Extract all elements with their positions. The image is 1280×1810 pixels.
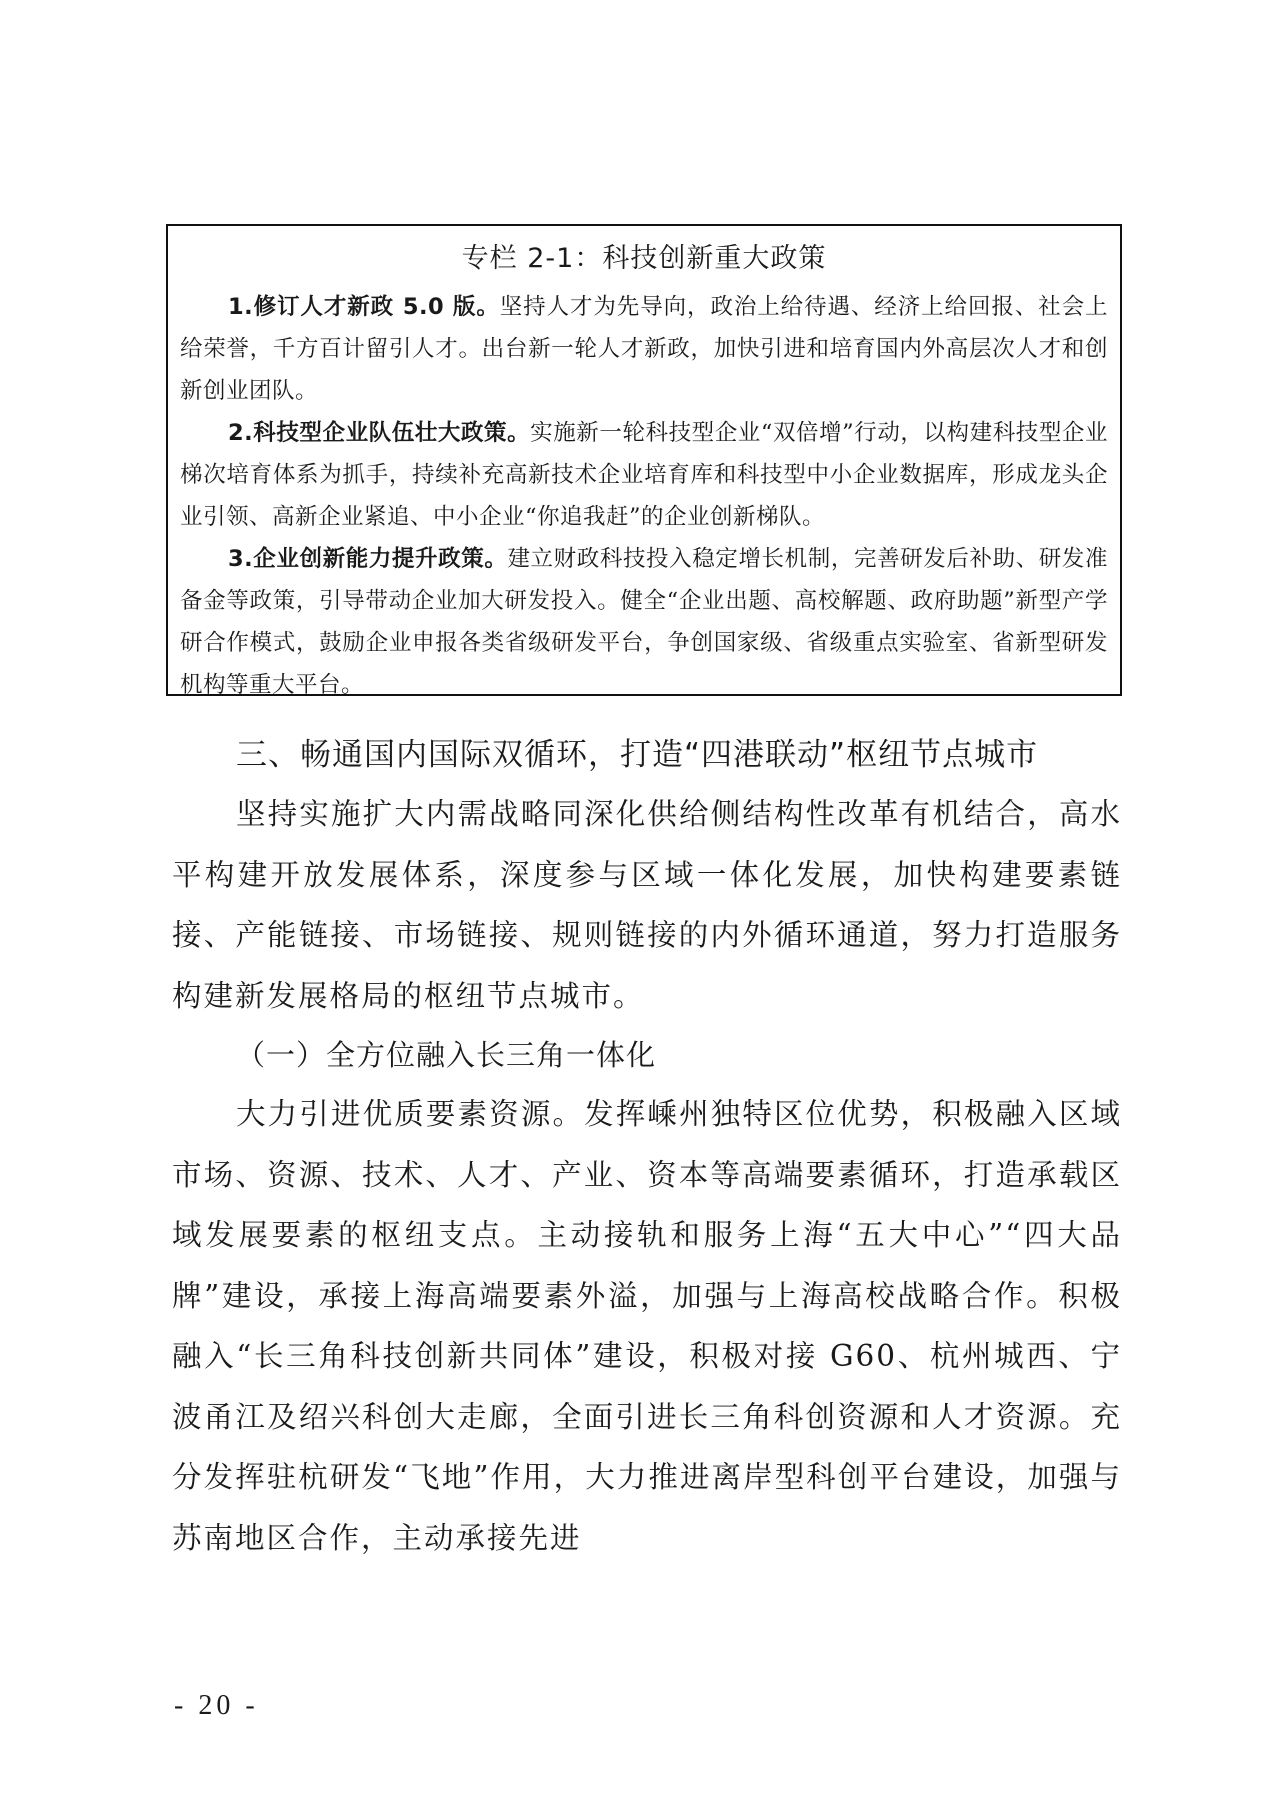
body-text (172, 726, 1122, 1568)
policy-column-box (166, 224, 1122, 696)
column-title: 专栏 2-1：科技创新重大政策 (461, 243, 827, 274)
section-intro-paragraph: 坚持实施扩大内需战略同深化供给侧结构性改革有机结合，高水平构建开放发展体系，深度参与区域一体化发展，加快构建要素链接、产能链接、市场链接、规则链接的内外循环通道，努力打造服务构建新发展格局的枢纽节点城市。 (172, 797, 1122, 1013)
subsection-body-paragraph: 大力引进优质要素资源。发挥嵊州独特区位优势，积极融入区域市场、资源、技术、人才、产业、资本等高端要素循环，打造承载区域发展要素的枢纽支点。主动接轨和服务上海“五大中心”“四大品牌”建设，承接上海高端要素外溢，加强与上海高校战略合作。积极融入“长三角科技创新共同体”建设，积极对接 G60、杭州城西、宁波甬江及绍兴科创大走廊，全面引进长三角科创资源和人才资源。充分发挥驻杭研发“飞地”作用，大力推进离岸型科创平台建设，加强与苏南地区合作，主动承接先进 (172, 1097, 1122, 1555)
policy-item-3-lead: 3.企业创新能力提升政策。 (228, 546, 508, 572)
policy-item-3-text: 建立财政科技投入稳定增长机制，完善研发后补助、研发准备金等政策，引导带动企业加大研发投入。健全“企业出题、高校解题、政府助题”新型产学研合作模式，鼓励企业申报各类省级研发平台，争创国家级、省级重点实验室、省新型研发机构等重大平台。 (180, 546, 1108, 698)
policy-item-2 (180, 412, 1108, 538)
policy-item-1 (180, 286, 1108, 412)
subsection-heading: （一）全方位融入长三角一体化 (236, 1038, 657, 1072)
policy-item-2-text: 实施新一轮科技型企业“双倍增”行动，以构建科技型企业梯次培育体系为抓手，持续补充高新技术企业培育库和科技型中小企业数据库，形成龙头企业引领、高新企业紧追、中小企业“你追我赶”的企业创新梯队。 (180, 420, 1108, 530)
section-heading: 三、畅通国内国际双循环，打造“四港联动”枢纽节点城市 (236, 737, 1039, 773)
policy-item-2-lead: 2.科技型企业队伍壮大政策。 (228, 420, 531, 446)
policy-item-1-lead: 1.修订人才新政 5.0 版。 (228, 294, 500, 320)
policy-item-1-text: 坚持人才为先导向，政治上给待遇、经济上给回报、社会上给荣誉，千方百计留引人才。出台新一轮人才新政，加快引进和培育国内外高层次人才和创新创业团队。 (180, 294, 1108, 404)
page-number: - 20 - (174, 1690, 259, 1721)
policy-item-3 (180, 538, 1108, 706)
